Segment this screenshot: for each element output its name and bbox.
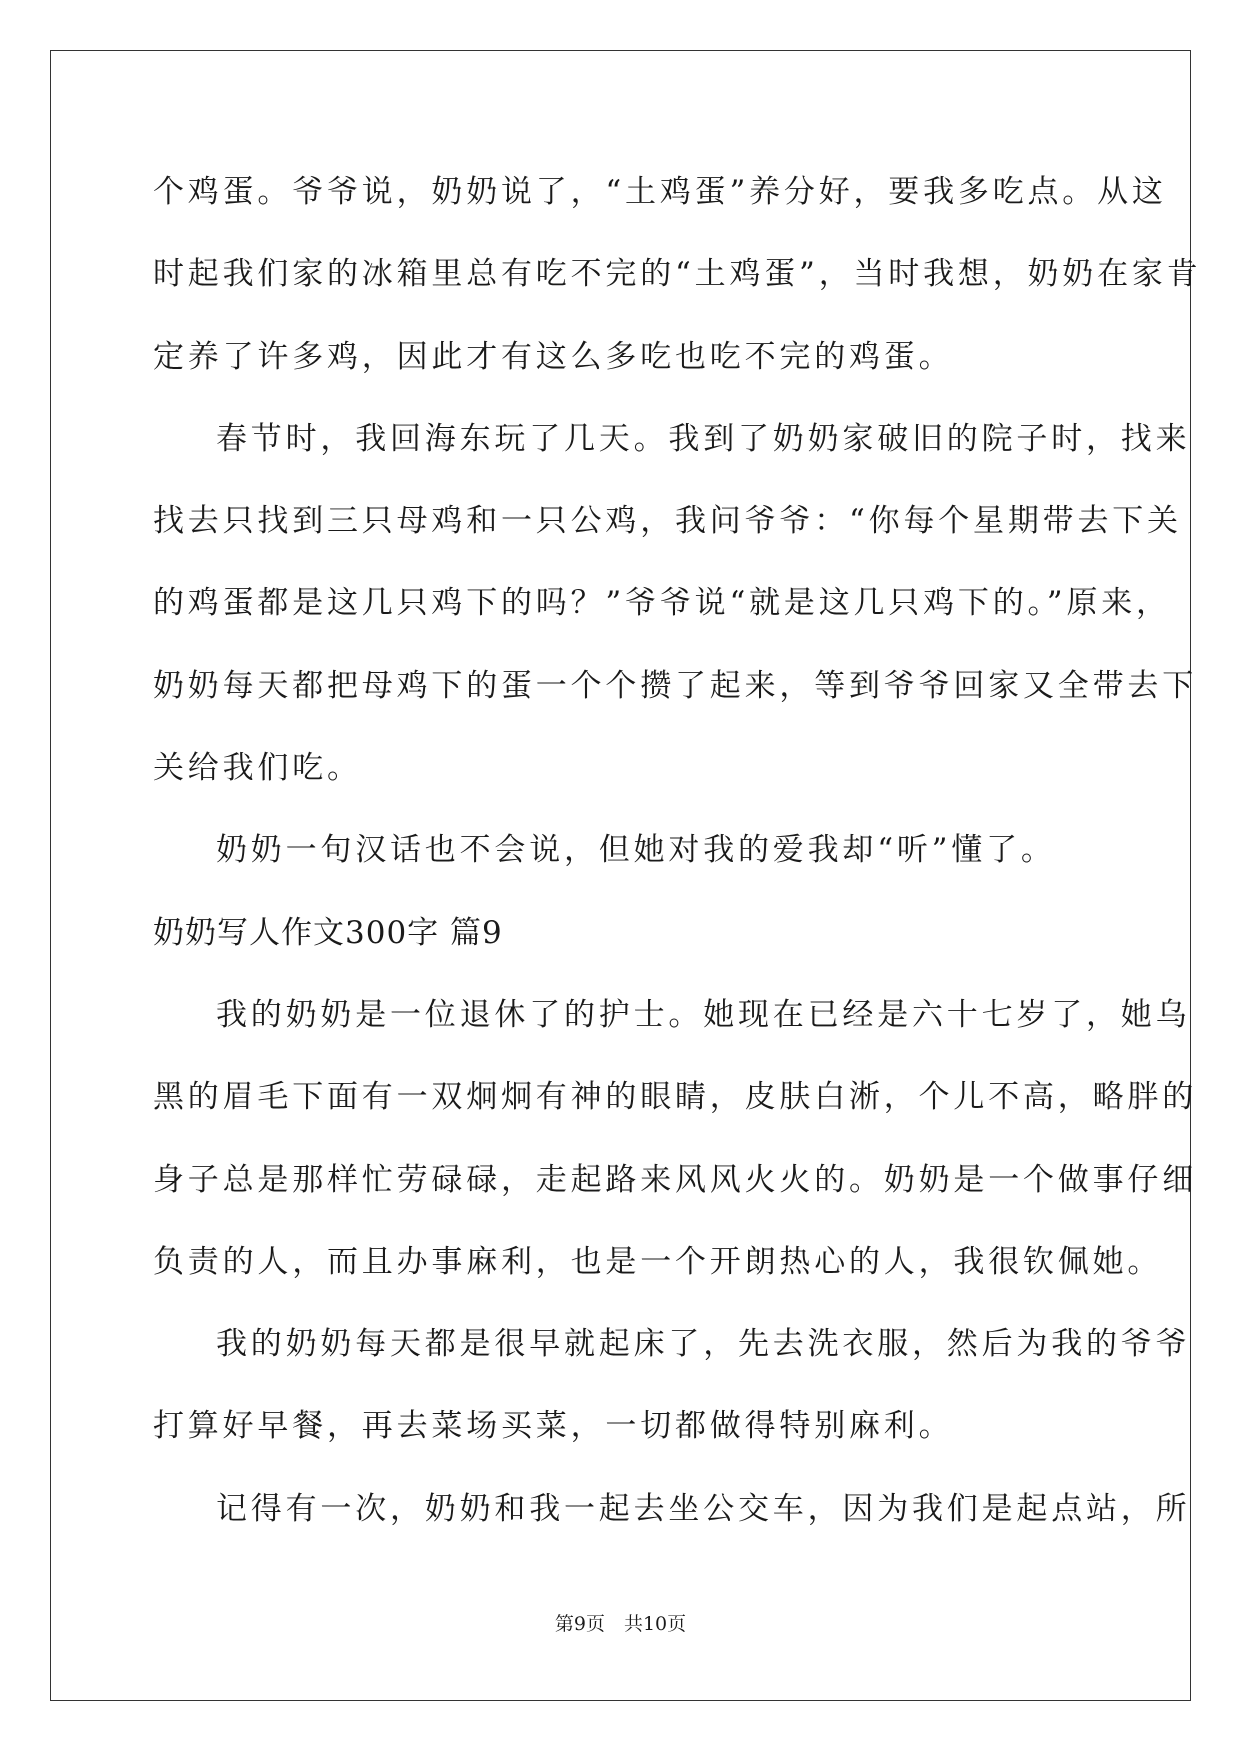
- text-line: 时起我们家的冰箱里总有吃不完的“土鸡蛋”，当时我想，奶奶在家肯: [153, 256, 1202, 293]
- text-line: 关给我们吃。: [153, 750, 362, 787]
- text-line: 负责的人，而且办事麻利，也是一个开朗热心的人，我很钦佩她。: [153, 1243, 1163, 1280]
- text-line: 奶奶每天都把母鸡下的蛋一个个攒了起来，等到爷爷回家又全带去下: [153, 667, 1197, 704]
- text-line: 打算好早餐，再去菜场买菜，一切都做得特别麻利。: [153, 1408, 954, 1445]
- text-line: 记得有一次，奶奶和我一起去坐公交车，因为我们是起点站，所: [216, 1490, 1191, 1527]
- text-line: 个鸡蛋。爷爷说，奶奶说了，“土鸡蛋”养分好，要我多吃点。从这: [153, 174, 1167, 210]
- text-line: 黑的眉毛下面有一双炯炯有神的眼睛，皮肤白淅，个儿不高，略胖的: [153, 1079, 1197, 1116]
- page-number-footer: 第9页 共10页: [554, 1613, 687, 1635]
- text-line: 身子总是那样忙劳碌碌，走起路来风风火火的。奶奶是一个做事仔细: [153, 1161, 1197, 1198]
- text-line: 奶奶一句汉话也不会说，但她对我的爱我却“听”懂了。: [216, 832, 1056, 869]
- text-line: 我的奶奶每天都是很早就起床了，先去洗衣服，然后为我的爷爷: [216, 1326, 1191, 1363]
- document-body: [153, 162, 1202, 1561]
- text-line: 找去只找到三只母鸡和一只公鸡，我问爷爷：“你每个星期带去下关: [153, 503, 1182, 540]
- text-line: 春节时，我回海东玩了几天。我到了奶奶家破旧的院子时，找来: [216, 420, 1191, 457]
- text-line: 定养了许多鸡，因此才有这么多吃也吃不完的鸡蛋。: [153, 338, 954, 375]
- text-line: 的鸡蛋都是这几只鸡下的吗？”爷爷说“就是这几只鸡下的。”原来，: [153, 585, 1171, 622]
- text-line: 我的奶奶是一位退休了的护士。她现在已经是六十七岁了，她乌: [216, 996, 1191, 1033]
- section-heading: 奶奶写人作文300字 篇9: [153, 914, 503, 951]
